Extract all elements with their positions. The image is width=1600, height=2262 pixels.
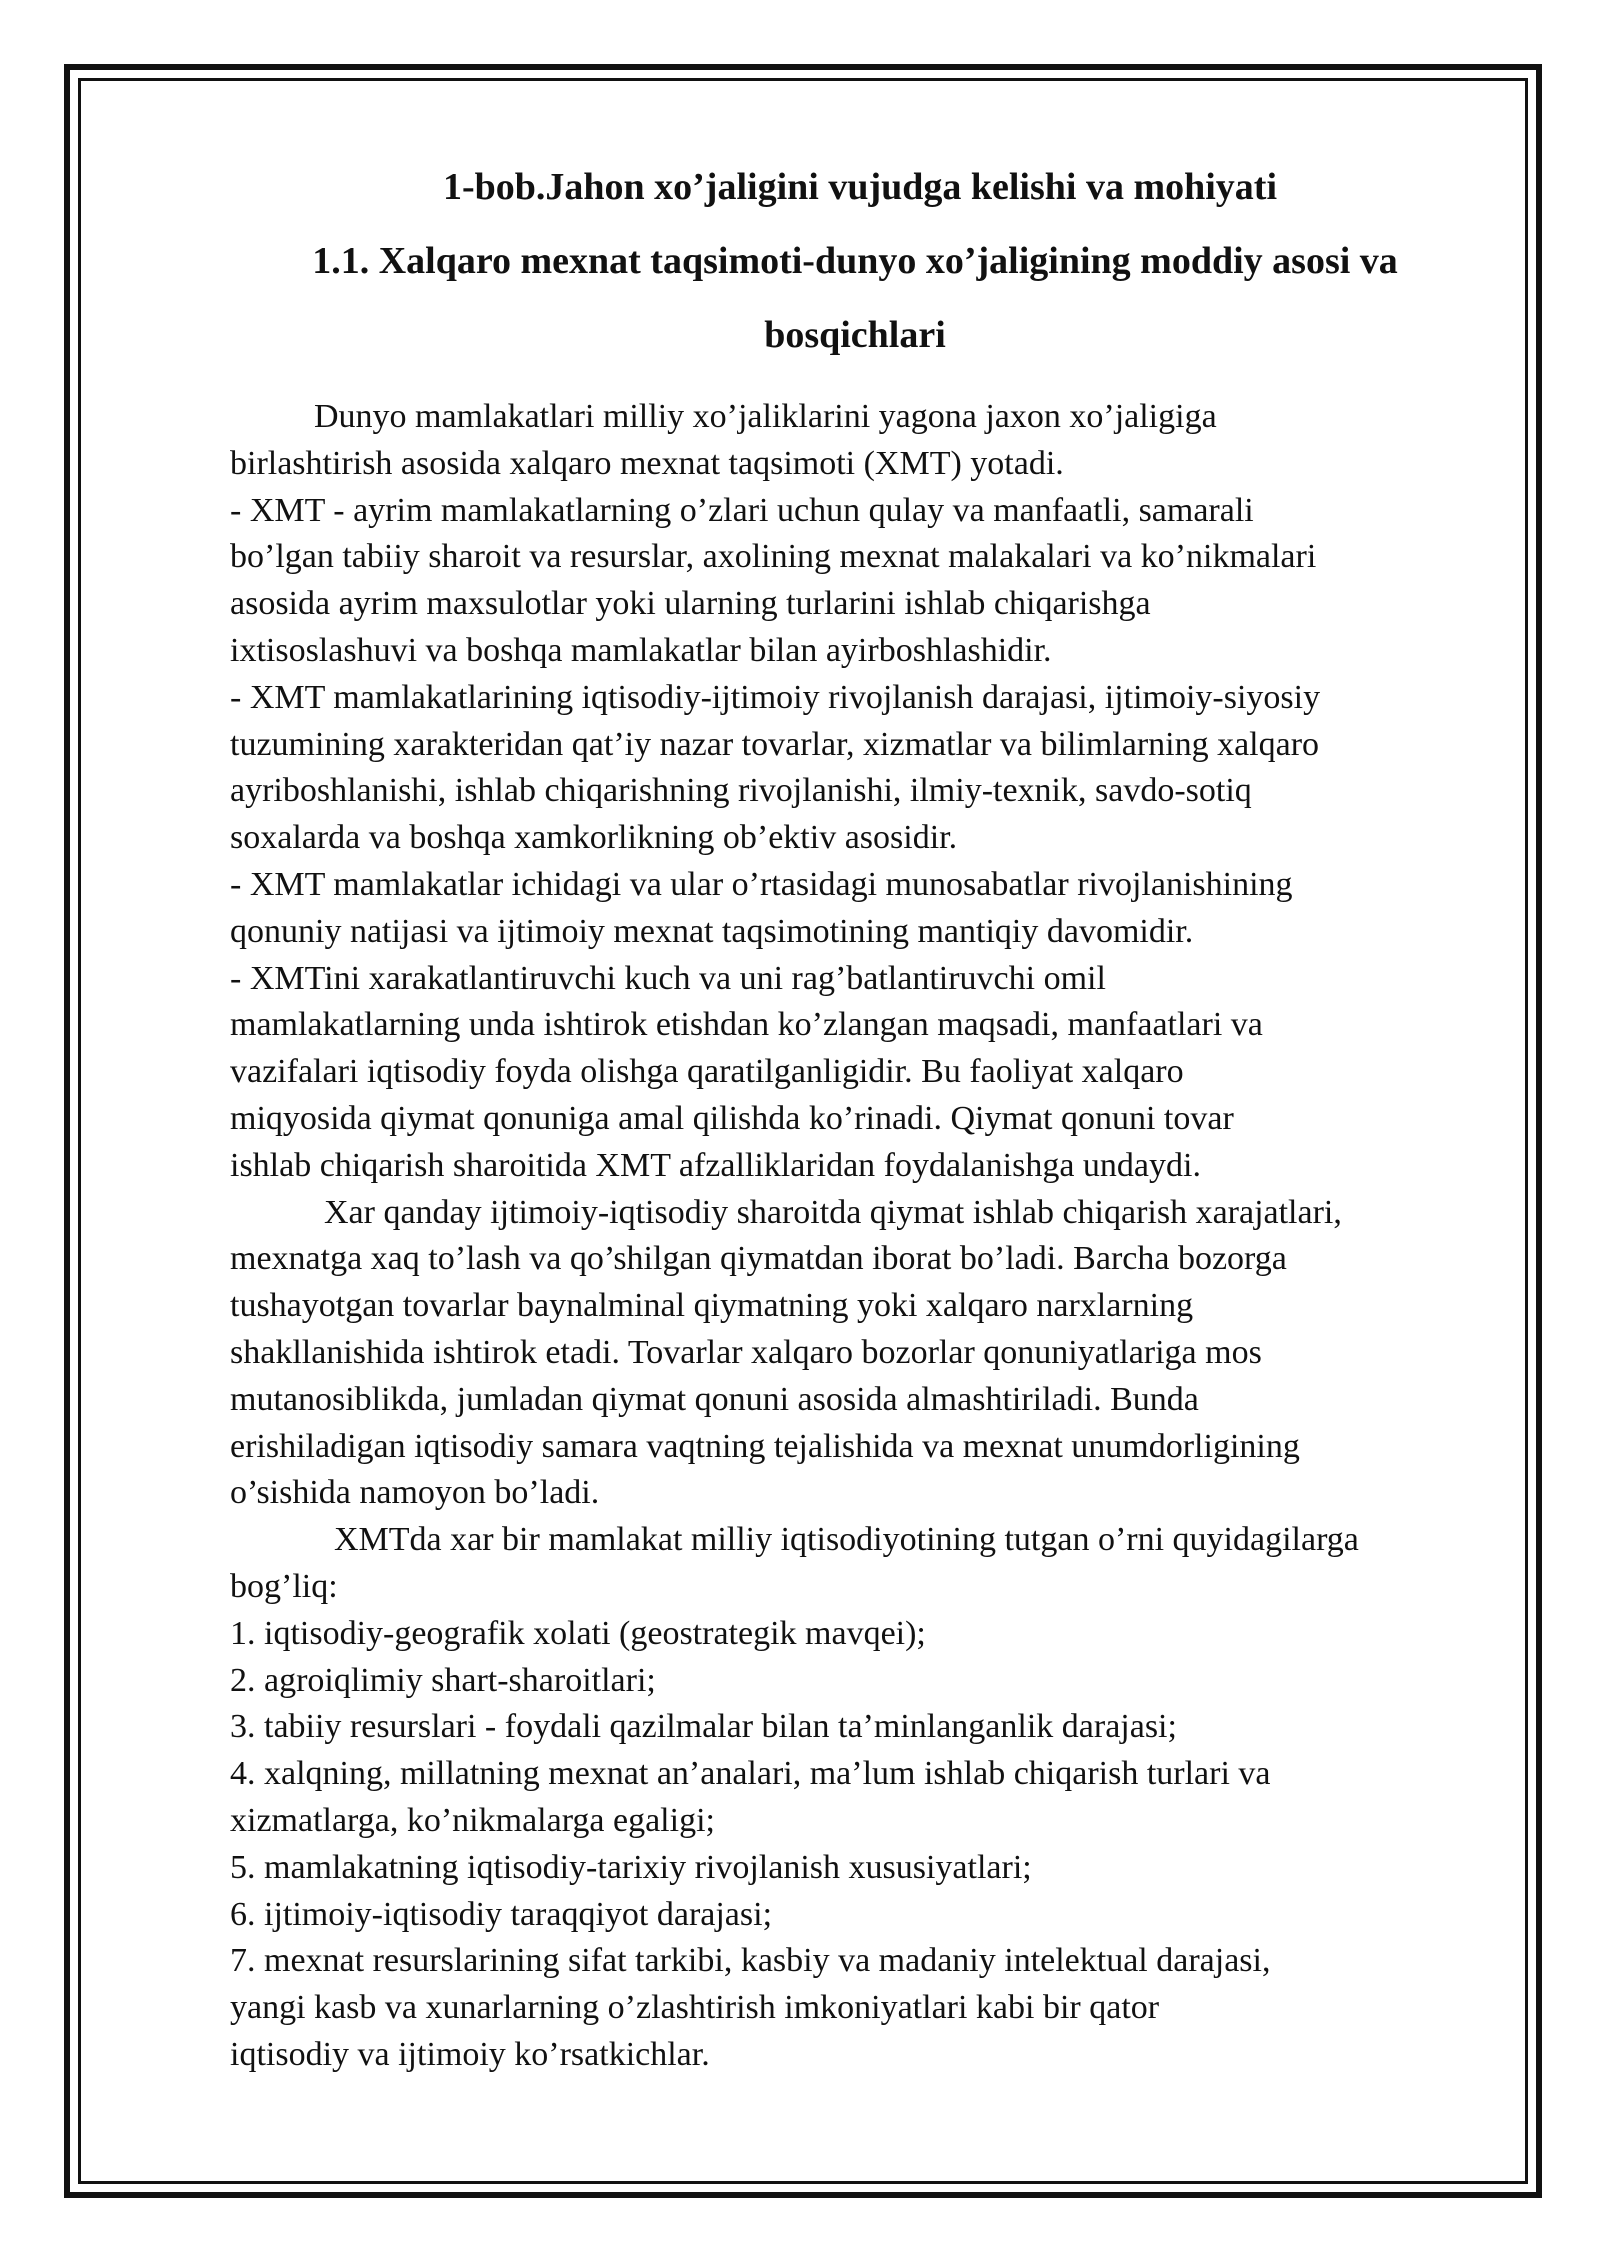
text-line: - XMT mamlakatlar ichidagi va ular o’rtasidagi munosabatlar rivojlanishining xyxy=(230,865,1293,903)
list-item: 4. xalqning, millatning mexnat an’analari, ma’lum ishlab chiqarish turlari va xyxy=(230,1755,1271,1793)
text-line: bo’lgan tabiiy sharoit va resurslar, axolining mexnat malakalari va ko’nikmalari xyxy=(230,538,1317,576)
text-line: ixtisoslashuvi va boshqa mamlakatlar bilan ayirboshlashidir. xyxy=(230,631,1052,669)
text-line: ayriboshlanishi, ishlab chiqarishning rivojlanishi, ilmiy-texnik, savdo-sotiq xyxy=(230,772,1252,810)
text-line: tuzumining xarakteridan qat’iy nazar tovarlar, xizmatlar va bilimlarning xalqaro xyxy=(230,725,1320,763)
text-line: mutanosiblikda, jumladan qiymat qonuni asosida almashtiriladi. Bunda xyxy=(230,1380,1199,1418)
section-title-line-2: bosqichlari xyxy=(764,314,946,356)
list-item: 6. ijtimoiy-iqtisodiy taraqqiyot darajasi; xyxy=(230,1895,773,1933)
text-line: o’sishida namoyon bo’ladi. xyxy=(230,1474,600,1512)
text-line: bog’liq: xyxy=(230,1567,338,1605)
text-line: XMTda xar bir mamlakat milliy iqtisodiyotining tutgan o’rni quyidagilarga xyxy=(334,1521,1359,1559)
chapter-title: 1-bob.Jahon xo’jaligini vujudga kelishi va mohiyati xyxy=(442,166,1278,208)
list-item: 2. agroiqlimiy shart-sharoitlari; xyxy=(230,1661,656,1699)
text-line: tushayotgan tovarlar baynalminal qiymatning yoki xalqaro narxlarning xyxy=(230,1287,1194,1325)
list-item-continuation: xizmatlarga, ko’nikmalarga egaligi; xyxy=(230,1801,715,1839)
text-line: - XMT mamlakatlarining iqtisodiy-ijtimoiy rivojlanish darajasi, ijtimoiy-siyosiy xyxy=(230,678,1321,716)
section-title-line-1: 1.1. Xalqaro mexnat taqsimoti-dunyo xo’jaligining moddiy asosi va xyxy=(312,240,1398,282)
text-line: mamlakatlarning unda ishtirok etishdan ko’zlangan maqsadi, manfaatlari va xyxy=(230,1006,1263,1044)
text-line: qonuniy natijasi va ijtimoiy mexnat taqsimotining mantiqiy davomidir. xyxy=(230,912,1194,950)
list-item-continuation: yangi kasb va xunarlarning o’zlashtirish imkoniyatlari kabi bir qator xyxy=(230,1989,1160,2027)
list-item: 7. mexnat resurslarining sifat tarkibi, kasbiy va madaniy intelektual darajasi, xyxy=(230,1942,1271,1980)
text-line: erishiladigan iqtisodiy samara vaqtning tejalishida va mexnat unumdorligining xyxy=(230,1427,1300,1465)
list-item-continuation: iqtisodiy va ijtimoiy ko’rsatkichlar. xyxy=(230,2035,710,2073)
text-line: soxalarda va boshqa xamkorlikning ob’ektiv asosidir. xyxy=(230,819,958,857)
text-line: - XMT - ayrim mamlakatlarning o’zlari uchun qulay va manfaatli, samarali xyxy=(230,491,1254,529)
text-line: miqyosida qiymat qonuniga amal qilishda ko’rinadi. Qiymat qonuni tovar xyxy=(230,1099,1234,1137)
document-content xyxy=(230,150,1480,2079)
list-item: 1. iqtisodiy-geografik xolati (geostrategik mavqei); xyxy=(230,1614,926,1652)
text-line: shakllanishida ishtirok etadi. Tovarlar xalqaro bozorlar qonuniyatlariga mos xyxy=(230,1333,1262,1371)
text-line: ishlab chiqarish sharoitida XMT afzalliklaridan foydalanishga undaydi. xyxy=(230,1146,1201,1184)
text-line: Xar qanday ijtimoiy-iqtisodiy sharoitda qiymat ishlab chiqarish xarajatlari, xyxy=(324,1193,1342,1231)
list-item: 3. tabiiy resurslari - foydali qazilmalar bilan ta’minlanganlik darajasi; xyxy=(230,1708,1177,1746)
text-line: birlashtirish asosida xalqaro mexnat taqsimoti (XMT) yotadi. xyxy=(230,444,1064,482)
text-line: Dunyo mamlakatlari milliy xo’jaliklarini yagona jaxon xo’jaligiga xyxy=(314,398,1217,435)
text-line: asosida ayrim maxsulotlar yoki ularning turlarini ishlab chiqarishga xyxy=(230,585,1151,623)
list-item: 5. mamlakatning iqtisodiy-tarixiy rivojlanish xususiyatlari; xyxy=(230,1848,1032,1886)
text-line: vazifalari iqtisodiy foyda olishga qaratilganligidir. Bu faoliyat xalqaro xyxy=(230,1053,1184,1091)
text-line: - XMTini xarakatlantiruvchi kuch va uni rag’batlantiruvchi omil xyxy=(230,959,1106,997)
text-line: mexnatga xaq to’lash va qo’shilgan qiymatdan iborat bo’ladi. Barcha bozorga xyxy=(230,1240,1287,1278)
body-text xyxy=(230,394,1480,2079)
